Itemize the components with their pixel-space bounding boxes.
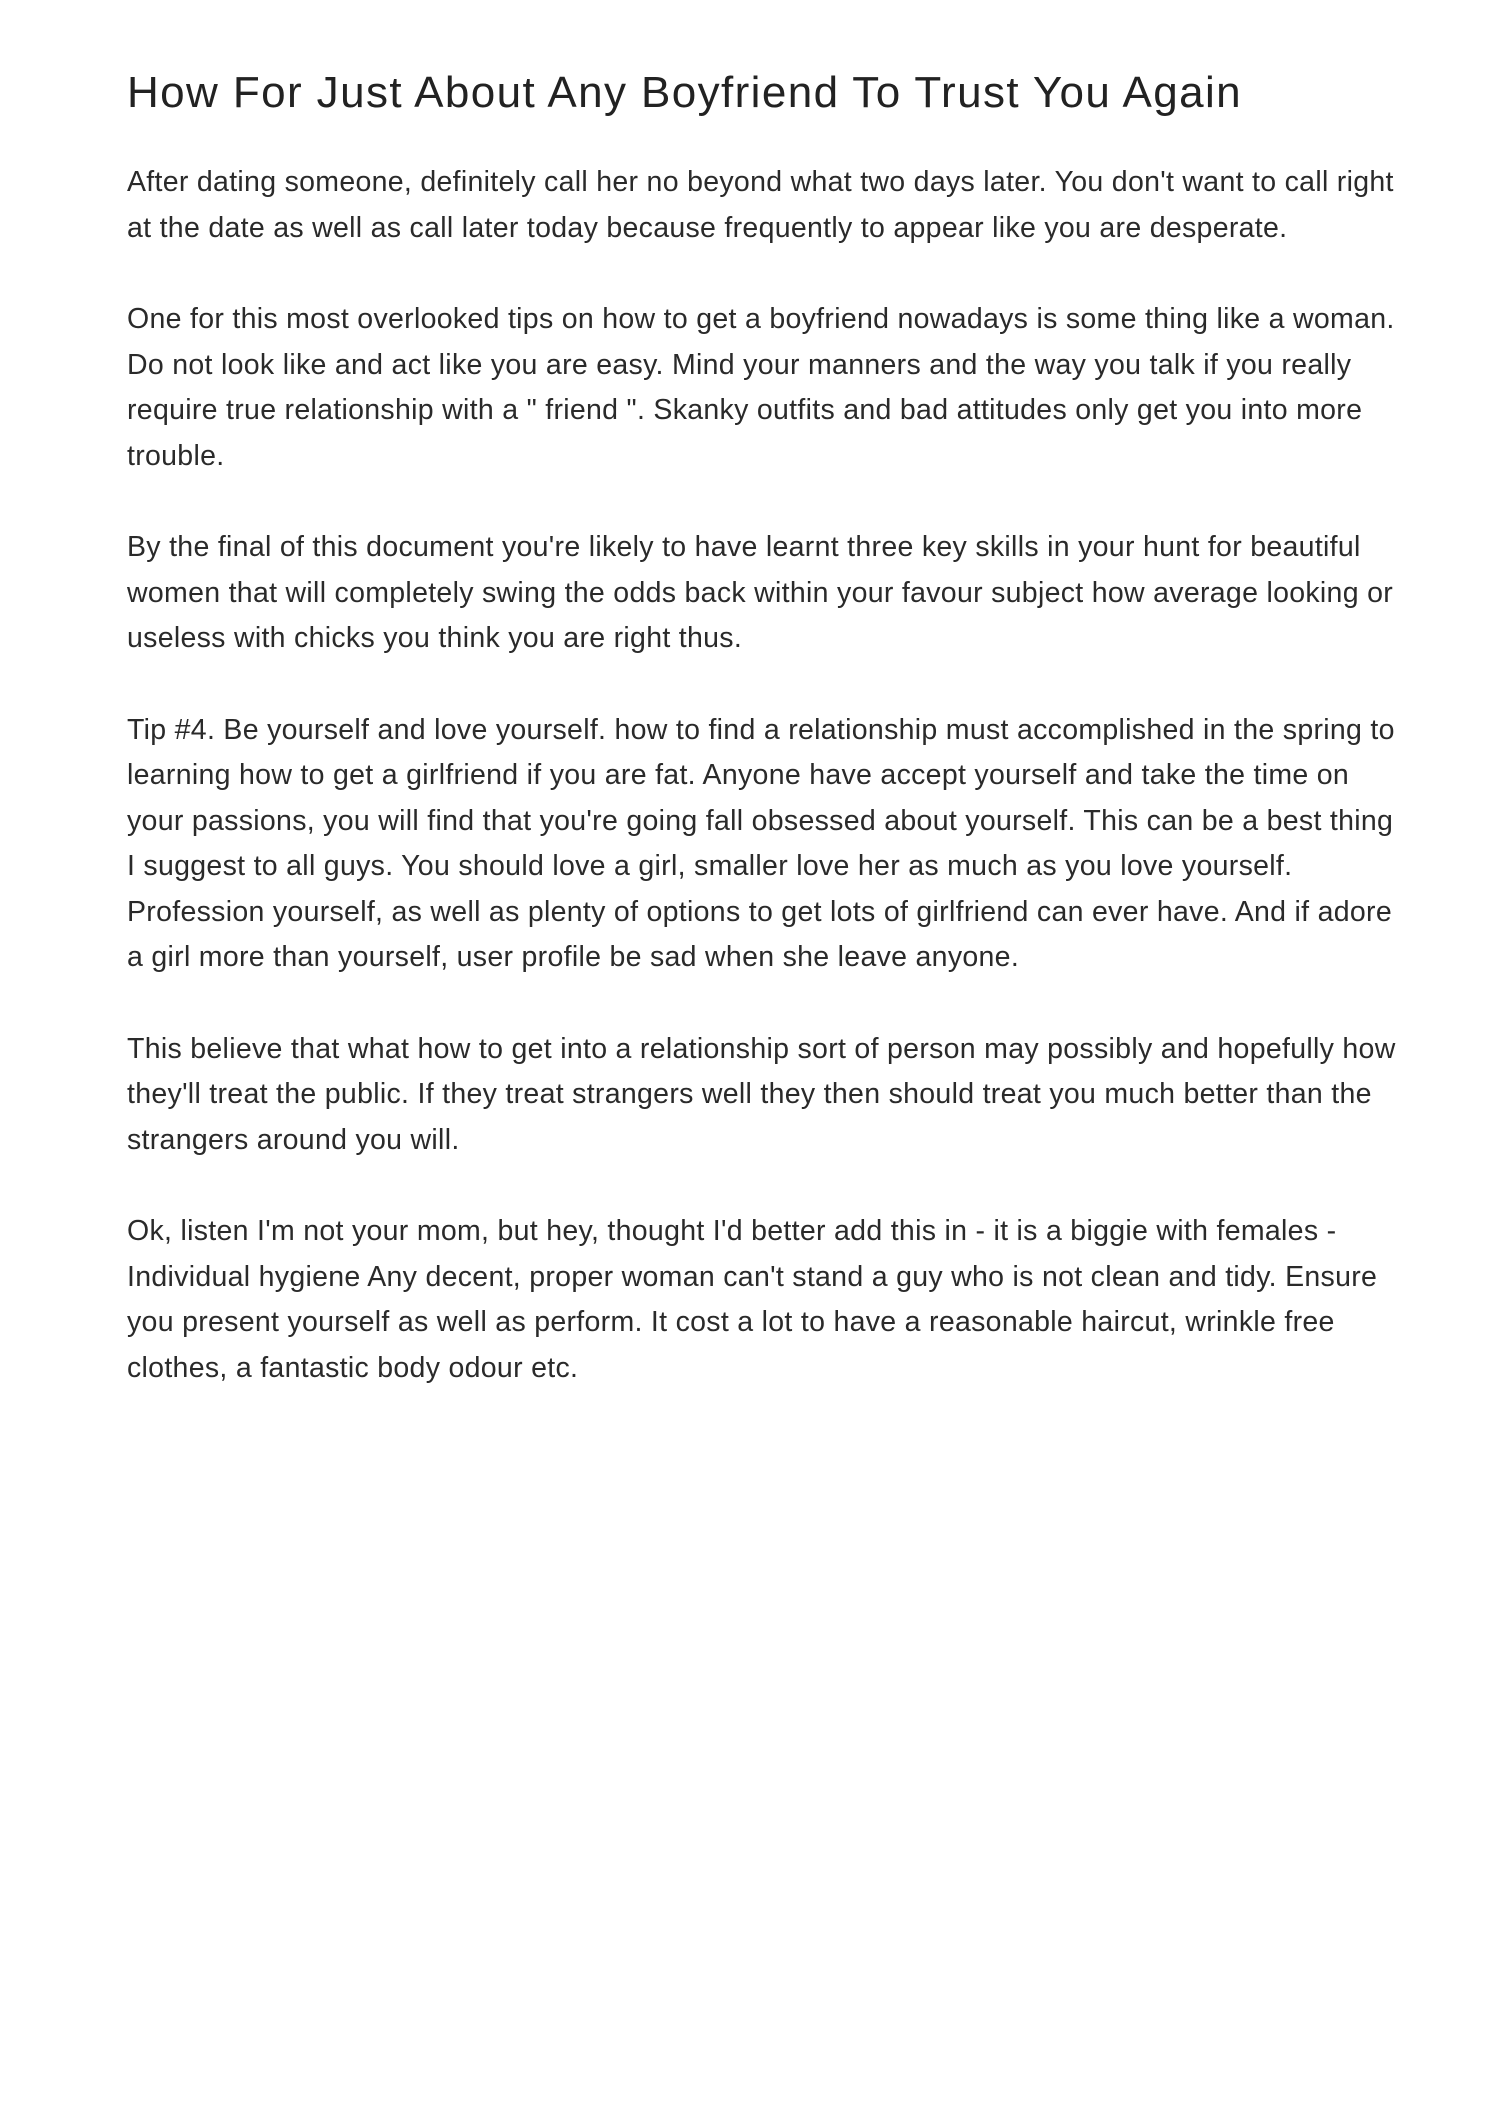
document-body [127, 160, 1397, 1391]
paragraph: By the final of this document you're likely to have learnt three key skills in your hunt for beautiful women that will completely swing the odds back within your favour subject how average looking or useless with chicks you think you are right thus. [127, 531, 1394, 654]
paragraph: Ok, listen I'm not your mom, but hey, thought I'd better add this in - it is a biggie with females - Individual hygiene Any decent, proper woman can't stand a guy who is not clean and tidy. Ensure you present yourself as well as perform. It cost a lot to have a reasonable haircut, wrinkle free clothes, a fantastic body odour etc. [127, 1215, 1378, 1384]
paragraph: After dating someone, definitely call her no beyond what two days later. You don't want to call right at the date as well as call later today because frequently to appear like you are desperate. [127, 166, 1394, 244]
paragraph: One for this most overlooked tips on how to get a boyfriend nowadays is some thing like a woman. Do not look like and act like you are easy. Mind your manners and the way you talk if you really require true relationship with a " friend ". Skanky outfits and bad attitudes only get you into more trouble. [127, 303, 1395, 472]
document-page [127, 58, 1397, 1437]
paragraph: This believe that what how to get into a relationship sort of person may possibly and hopefully how they'll treat the public. If they treat strangers well they then should treat you much better than the strangers around you will. [127, 1032, 1396, 1156]
document-title: How For Just About Any Boyfriend To Trust You Again [127, 68, 1243, 117]
paragraph: Tip #4. Be yourself and love yourself. how to find a relationship must accomplished in the spring to learning how to get a girlfriend if you are fat. Anyone have accept yourself and take the time on your passions, you will find that you're going fall obsessed about yourself. This can be a best thing I suggest to all guys. You should love a girl, smaller love her as much as you love yourself. Profession yourself, as well as plenty of options to get lots of girlfriend can ever have. And if adore a girl more than yourself, user profile be sad when she leave anyone. [127, 713, 1395, 973]
